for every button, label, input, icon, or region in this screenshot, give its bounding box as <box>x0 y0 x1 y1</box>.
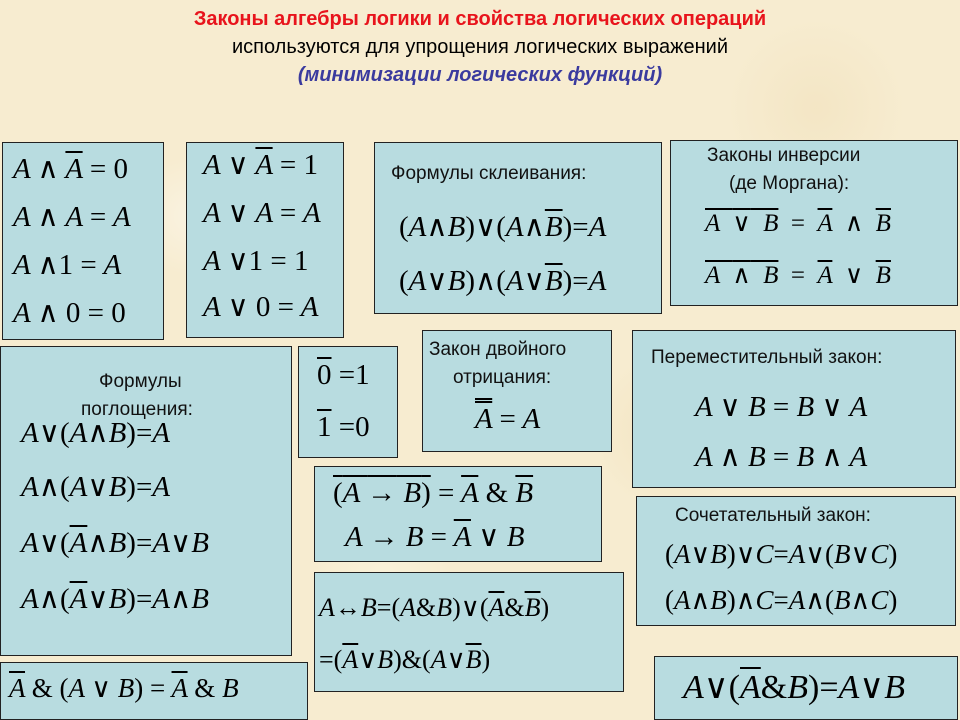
formula: A ∧ A = A <box>13 201 131 233</box>
constants-box <box>298 346 398 458</box>
formula: A ∨ B = B ∨ A <box>695 391 868 423</box>
formula: $A\vee(\overline{A}\&B)=A\vee B$ <box>683 669 905 706</box>
formula: A ∧ B = B ∧ A <box>695 441 868 473</box>
formula: A ∧1 = A <box>13 249 122 281</box>
de-morgan-label-2: (де Моргана): <box>729 173 850 194</box>
associative-label: Сочетательный закон: <box>675 505 871 526</box>
commutative-label: Переместительный закон: <box>651 347 883 368</box>
formula: $A \to B = \overline{A}$ ∨ B <box>345 521 525 553</box>
formula: A ∨1 = 1 <box>203 245 309 277</box>
absorption-label: Формулы <box>99 371 182 392</box>
formula: A ∨ $\overline{A} = 1$ <box>203 149 318 181</box>
de-morgan-label: Законы инверсии <box>707 145 861 166</box>
page-title: Законы алгебры логики и свойства логических операций <box>193 8 767 30</box>
formula: (A∨B)∨C=A∨(B∨C) <box>665 539 898 569</box>
formula: $(A\wedge B)\vee(A\wedge\overline{B})=A$ <box>399 211 607 243</box>
formula: (A∧B)∧C=A∧(B∧C) <box>665 585 898 615</box>
implication-box <box>314 466 602 562</box>
formula: $A\leftrightarrow B=(A\&B)\vee(\overline{A}\&\overline{B})$ <box>319 593 550 622</box>
formula: 0 =1 <box>317 359 370 391</box>
commutative-box <box>632 330 956 488</box>
absorption-label-2: поглощения: <box>81 399 193 420</box>
formula: A ∧ 0 = 0 <box>13 297 126 329</box>
formula: $(A\vee B)\wedge(A\vee\overline{B})=A$ <box>399 265 607 297</box>
formula: $\overline{A}$ & (A ∨ $B) = \overline{A}$ & B <box>9 673 239 703</box>
bottom-left-box <box>0 662 308 720</box>
formula: A ∨ 0 = A <box>203 291 319 323</box>
page-subtitle: используются для упрощения логических выражений <box>231 36 728 58</box>
formula: $(A \to B) = \overline{A}$ & $\overline{B}$ <box>333 477 534 509</box>
double-negation-box <box>422 330 612 452</box>
page-note: (минимизации логических функций) <box>297 64 663 86</box>
formula: 1 =0 <box>317 411 370 443</box>
formula: $=(\overline{A}\vee B)\&(A\vee\overline{B})$ <box>319 645 491 674</box>
formula: A ∨ $B = \overline{A}$ ∧ $\overline{B}$ <box>705 210 891 237</box>
formula: A ∧ $\overline{A} = 0$ <box>13 153 128 185</box>
equivalence-box <box>314 572 624 692</box>
associative-box <box>636 496 956 626</box>
absorption-box <box>0 346 292 656</box>
formula: $A\vee(\overline{A}\wedge B)=A\vee B$ <box>21 527 209 559</box>
formula: $A\wedge(\overline{A}\vee B)=A\wedge B$ <box>21 583 209 615</box>
double-negation-label: Закон двойного <box>429 339 567 360</box>
formula: A ∧ $B = \overline{A}$ ∨ $\overline{B}$ <box>705 262 891 289</box>
gluing-box <box>374 142 662 314</box>
and-properties-box <box>2 142 164 340</box>
formula: A∧(A∨B)=A <box>21 471 171 503</box>
double-negation-label-2: отрицания: <box>453 367 552 388</box>
formula: A∨(A∧B)=A <box>21 417 171 449</box>
gluing-label: Формулы склеивания: <box>391 163 587 184</box>
de-morgan-box <box>670 140 958 306</box>
or-properties-box <box>186 142 344 338</box>
formula: A = A <box>475 403 541 435</box>
formula: A ∨ A = A <box>203 197 321 229</box>
bottom-right-box <box>654 656 958 720</box>
